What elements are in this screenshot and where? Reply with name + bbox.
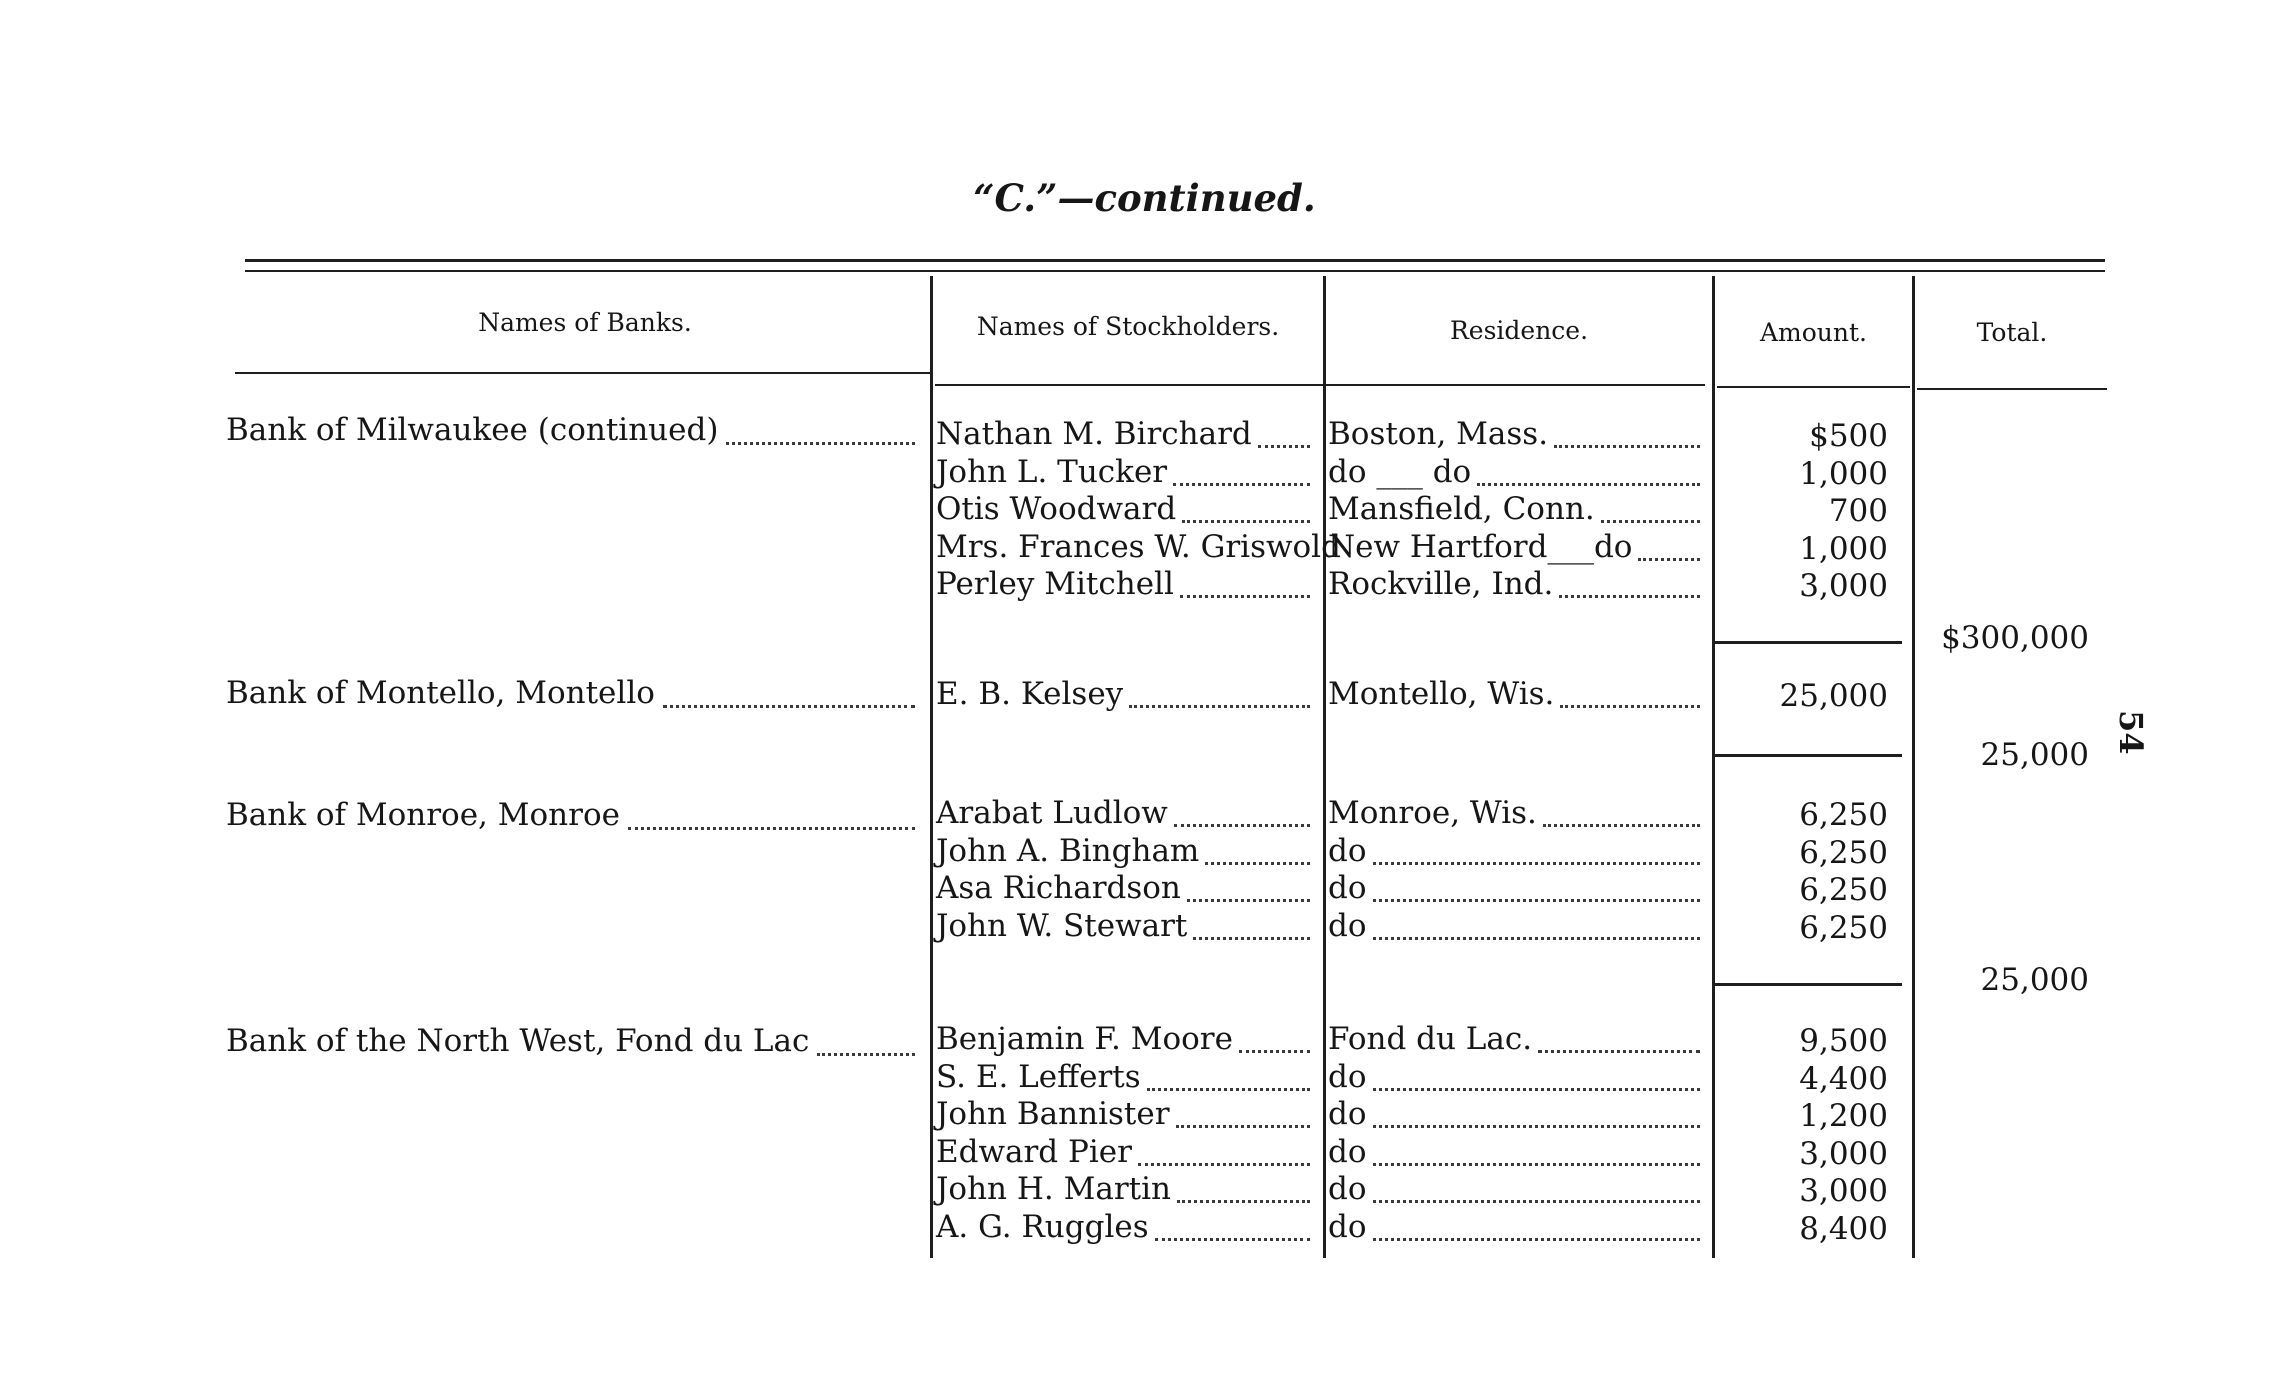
amount: 1,000 <box>1799 455 1888 492</box>
dotted-leader <box>1138 1163 1310 1166</box>
stockholder-name: John W. Stewart <box>936 907 1188 944</box>
dotted-leader <box>1173 483 1310 486</box>
dotted-leader <box>663 705 915 708</box>
residence: Fond du Lac. <box>1328 1021 1533 1057</box>
bank-name: Bank of the North West, Fond du Lac <box>226 1023 810 1059</box>
dotted-leader <box>1176 1125 1310 1128</box>
header-residence: Residence. <box>1449 316 1589 345</box>
dotted-leader <box>1373 1163 1700 1166</box>
amount: 8,400 <box>1799 1210 1888 1247</box>
stockholder-name: A. G. Ruggles <box>936 1208 1149 1245</box>
amount: $500 <box>1809 418 1888 454</box>
header-bottom-rule <box>235 372 930 374</box>
dotted-leader <box>1373 1238 1700 1241</box>
dotted-leader <box>1373 1200 1700 1203</box>
residence: do <box>1328 1171 1367 1207</box>
amount: 700 <box>1828 493 1888 529</box>
dotted-leader <box>1155 1238 1310 1241</box>
dotted-leader <box>1239 1050 1310 1053</box>
stockholder-name: Arabat Ludlow <box>936 795 1168 831</box>
dotted-leader <box>1538 1050 1700 1053</box>
residence: Monroe, Wis. <box>1328 795 1537 831</box>
residence: do ___ do <box>1328 453 1472 490</box>
stockholder-name: E. B. Kelsey <box>936 676 1124 712</box>
header-bottom-rule <box>1917 388 2107 390</box>
dotted-leader <box>1205 862 1310 865</box>
residence: do <box>1328 1058 1367 1095</box>
stockholder-name: Otis Woodward <box>936 491 1177 527</box>
dotted-leader <box>1373 1125 1700 1128</box>
dotted-leader <box>1543 824 1700 827</box>
dotted-leader <box>1559 595 1700 598</box>
stockholder-name: Mrs. Frances W. Griswold <box>936 528 1341 565</box>
dotted-leader <box>1477 483 1700 486</box>
dotted-leader <box>1187 899 1310 902</box>
dotted-leader <box>1601 520 1700 523</box>
group-total: $300,000 <box>1941 620 2089 656</box>
amount: 1,200 <box>1799 1098 1888 1134</box>
amount: 3,000 <box>1799 568 1888 604</box>
subtotal-rule <box>1712 983 1902 986</box>
residence: Mansfield, Conn. <box>1328 491 1595 527</box>
stockholder-name: John H. Martin <box>936 1171 1171 1207</box>
residence: do <box>1328 1133 1367 1170</box>
amount: 3,000 <box>1799 1135 1888 1172</box>
amount: 6,250 <box>1799 797 1888 833</box>
amount: 1,000 <box>1799 530 1888 567</box>
stockholder-name: Nathan M. Birchard <box>936 416 1252 452</box>
stockholder-name: John Bannister <box>936 1096 1170 1132</box>
residence: do <box>1328 870 1367 906</box>
group-total: 25,000 <box>1980 962 2089 998</box>
residence: Boston, Mass. <box>1328 416 1549 452</box>
amount: 4,400 <box>1799 1060 1888 1097</box>
header-stockholders: Names of Stockholders. <box>976 312 1280 341</box>
bank-name: Bank of Monroe, Monroe <box>226 797 620 833</box>
residence: Montello, Wis. <box>1328 676 1555 712</box>
residence: New Hartford___do <box>1328 528 1633 565</box>
stockholder-name: Asa Richardson <box>936 870 1181 906</box>
amount: 6,250 <box>1799 872 1888 908</box>
dotted-leader <box>1258 445 1310 448</box>
header-banks: Names of Banks. <box>478 308 692 337</box>
amount: 6,250 <box>1799 909 1888 946</box>
dotted-leader <box>817 1053 915 1056</box>
residence: do <box>1328 907 1367 944</box>
dotted-leader <box>1174 824 1310 827</box>
column-divider <box>1712 276 1715 1258</box>
residence: do <box>1328 1096 1367 1132</box>
table-top-rule <box>245 259 2105 262</box>
column-divider <box>930 276 933 1258</box>
dotted-leader <box>1554 445 1700 448</box>
amount: 9,500 <box>1799 1023 1888 1059</box>
dotted-leader <box>1373 862 1700 865</box>
subtotal-rule <box>1712 754 1902 757</box>
header-bottom-rule <box>935 384 1705 386</box>
bank-name: Bank of Milwaukee (continued) <box>226 412 719 448</box>
column-divider <box>1912 276 1915 1258</box>
dotted-leader <box>1129 705 1310 708</box>
stockholder-name: John L. Tucker <box>936 453 1168 490</box>
stockholder-name: John A. Bingham <box>936 832 1200 869</box>
dotted-leader <box>1373 937 1700 940</box>
subtotal-rule <box>1712 641 1902 644</box>
dotted-leader <box>1373 899 1700 902</box>
residence: Rockville, Ind. <box>1328 566 1554 602</box>
group-total: 25,000 <box>1980 737 2089 773</box>
amount: 3,000 <box>1799 1173 1888 1209</box>
column-divider <box>1323 276 1326 1258</box>
dotted-leader <box>1373 1088 1700 1091</box>
dotted-leader <box>1147 1088 1310 1091</box>
amount: 25,000 <box>1779 678 1888 714</box>
table-top-rule-thin <box>245 270 2105 272</box>
dotted-leader <box>628 827 915 830</box>
residence: do <box>1328 832 1367 869</box>
dotted-leader <box>1177 1200 1310 1203</box>
residence: do <box>1328 1208 1367 1245</box>
stockholder-name: S. E. Lefferts <box>936 1058 1141 1095</box>
dotted-leader <box>1193 937 1310 940</box>
header-bottom-rule <box>1717 386 1910 388</box>
dotted-leader <box>1182 520 1310 523</box>
page-title: “C.”—continued. <box>973 176 1316 220</box>
amount: 6,250 <box>1799 834 1888 871</box>
page-number: 54 <box>2112 710 2150 755</box>
stockholder-name: Edward Pier <box>936 1133 1132 1170</box>
dotted-leader <box>1638 558 1700 561</box>
dotted-leader <box>1560 705 1700 708</box>
dotted-leader <box>1180 595 1310 598</box>
bank-name: Bank of Montello, Montello <box>226 675 655 711</box>
header-amount: Amount. <box>1759 318 1867 347</box>
dotted-leader <box>726 442 915 445</box>
header-total: Total. <box>1976 318 2048 347</box>
stockholder-name: Benjamin F. Moore <box>936 1021 1233 1057</box>
stockholder-name: Perley Mitchell <box>936 566 1174 602</box>
